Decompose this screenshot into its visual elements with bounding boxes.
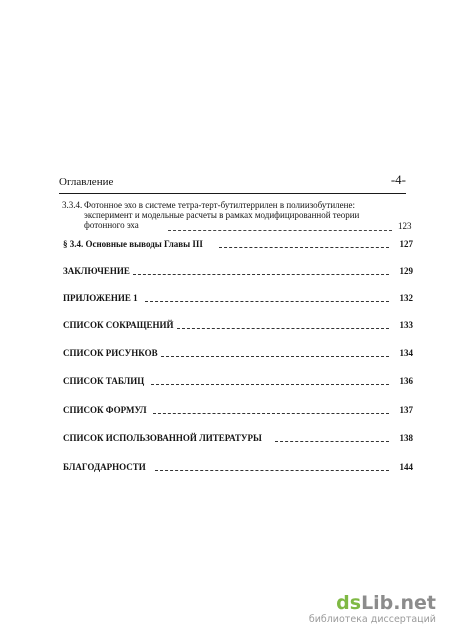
toc-subentry-line: фотонного эха xyxy=(84,220,139,230)
toc-entry-label: СПИСОК ФОРМУЛ xyxy=(63,405,147,415)
toc-entry-page: 138 xyxy=(399,433,413,443)
toc-entry xyxy=(63,293,413,305)
toc-entry-page: 132 xyxy=(399,293,413,303)
watermark-logo xyxy=(336,592,436,614)
toc-leader xyxy=(168,230,392,231)
toc-entry-label: СПИСОК ИСПОЛЬЗОВАННОЙ ЛИТЕРАТУРЫ xyxy=(63,433,262,443)
toc-leader xyxy=(219,247,389,248)
toc-entry-label: ПРИЛОЖЕНИЕ 1 xyxy=(63,293,138,303)
header-title: Оглавление xyxy=(59,176,114,188)
toc-entry-page: 134 xyxy=(399,348,413,358)
toc-entry-page: 129 xyxy=(399,266,413,276)
toc-leader xyxy=(275,441,389,442)
toc-entry xyxy=(63,348,413,360)
toc-entry-label: § 3.4. Основные выводы Главы III xyxy=(63,239,203,249)
page-header xyxy=(59,172,406,192)
toc-leader xyxy=(153,413,389,414)
toc-entry-label: СПИСОК ТАБЛИЦ xyxy=(63,376,145,386)
toc-entry xyxy=(63,405,413,417)
toc-leader xyxy=(145,301,389,302)
toc-subentry-page: 123 xyxy=(398,221,412,231)
toc-subentry-line: эксперимент и модельные расчеты в рамках модифицированной теории xyxy=(84,210,360,220)
toc-leader xyxy=(151,384,389,385)
toc-entry-page: 137 xyxy=(399,405,413,415)
watermark-logo-text: Lib.net xyxy=(361,592,436,614)
toc-entry xyxy=(63,376,413,388)
toc-entry-label: СПИСОК СОКРАЩЕНИЙ xyxy=(63,320,174,330)
toc-leader xyxy=(177,328,389,329)
toc-entry-page: 133 xyxy=(399,320,413,330)
header-page-number: -4- xyxy=(390,172,406,187)
toc-leader xyxy=(155,470,389,471)
dslib-watermark xyxy=(302,592,442,632)
watermark-caption: библиотека диссертаций xyxy=(308,614,436,625)
watermark-logo-accent: ds xyxy=(336,592,362,614)
toc-subentry-number: 3.3.4. xyxy=(62,200,83,210)
header-rule xyxy=(59,193,406,194)
toc-leader xyxy=(133,274,389,275)
toc-entry-label: СПИСОК РИСУНКОВ xyxy=(63,348,158,358)
toc-entry xyxy=(63,266,413,278)
toc-subentry-text xyxy=(84,200,384,230)
toc-entry-label: ЗАКЛЮЧЕНИЕ xyxy=(63,266,130,276)
toc-subentry-line: Фотонное эхо в системе тетра-терт-бутилтеррилен в полиизобутилене: xyxy=(84,200,355,210)
toc-entry xyxy=(63,320,413,332)
toc-entry-label: БЛАГОДАРНОСТИ xyxy=(63,462,146,472)
toc-entry-page: 127 xyxy=(399,239,413,249)
toc-entry xyxy=(63,433,413,445)
toc-leader xyxy=(161,356,389,357)
toc-entry-page: 144 xyxy=(399,462,413,472)
toc-entry xyxy=(63,462,413,474)
toc-entry-page: 136 xyxy=(399,376,413,386)
toc-entry xyxy=(63,239,413,251)
